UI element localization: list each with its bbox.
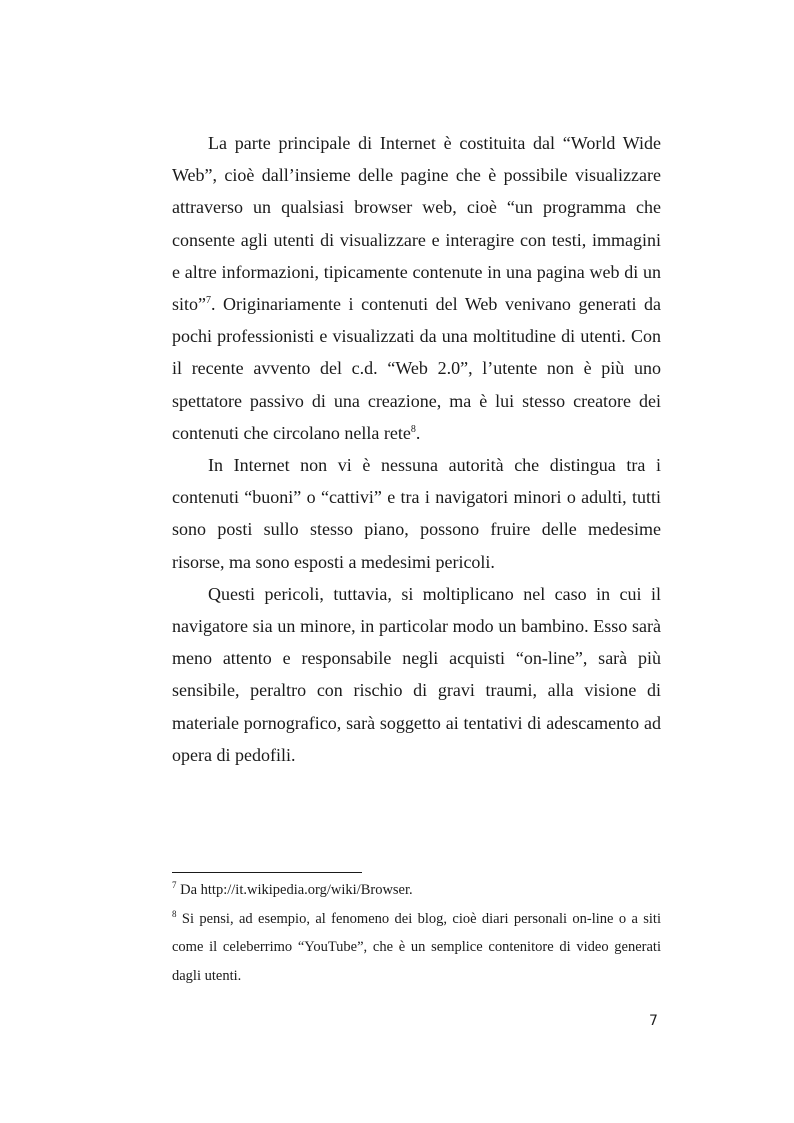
footnotes [172, 876, 661, 990]
body-text [172, 127, 661, 771]
paragraph-2: In Internet non vi è nessuna autorità che distingua tra i contenuti “buoni” o “cattivi” e tra i navigatori minori o adulti, tutti sono posti sullo stesso piano, possono fruire delle medesime risorse, ma sono esposti a medesimi pericoli. [172, 455, 661, 572]
footnote-text: Da http://it.wikipedia.org/wiki/Browser. [176, 882, 413, 898]
footnote-number: 8 [172, 908, 177, 919]
paragraph-3: Questi pericoli, tuttavia, si moltiplicano nel caso in cui il navigatore sia un minore, in particolar modo un bambino. Esso sarà meno attento e responsabile negli acquisti “on-line”, sarà più sensibile, peraltro con rischio di gravi traumi, alla visione di materiale pornografico, sarà soggetto ai tentativi di adescamento ad opera di pedofili. [172, 583, 661, 765]
footnote-text: Si pensi, ad esempio, al fenomeno dei blog, cioè diari personali on-line o a siti come il celeberrimo “YouTube”, che è un semplice contenitore di video generati dagli utenti. [172, 910, 661, 984]
footnote-number: 7 [172, 880, 177, 891]
footnote-7 [172, 876, 661, 905]
paragraph-1 [172, 127, 661, 449]
footnote-ref-8: 8 [410, 423, 416, 435]
footnote-ref-7: 7 [206, 295, 211, 307]
paragraph-1-part-a: La parte principale di Internet è costituita dal “World Wide Web”, cioè dall’insieme delle pagine che è possibile visualizzare attraverso un qualsiasi browser web, cioè “un programma che consente agli utenti di visualizzare e interagire con testi, immagini e altre informazioni, tipicamente contenute in una pagina web di un sito” [172, 133, 661, 315]
paragraph-1-part-c: . [415, 422, 421, 443]
paragraph-1-part-b: . Originariamente i contenuti del Web venivano generati da pochi professionisti e visualizzati da una moltitudine di utenti. Con il recente avvento del c.d. “Web 2.0”, l’utente non è più uno spettatore passivo di una creazione, ma è lui stesso creatore dei contenuti che circolano nella rete [172, 294, 661, 443]
page-number: 7 [649, 1013, 658, 1029]
footnote-8 [172, 905, 661, 991]
footnote-separator [172, 872, 362, 873]
